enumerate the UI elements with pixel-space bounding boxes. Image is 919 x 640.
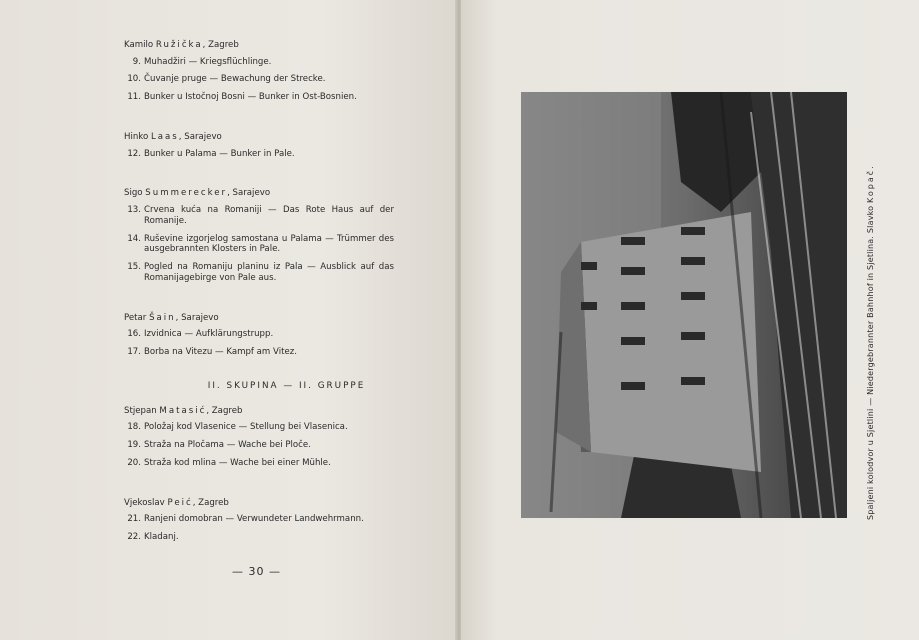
catalogue-item: 13. Crvena kuća na Romaniji — Das Rote Haus auf der Romanije. xyxy=(127,205,394,226)
artist-heading: Stjepan Matasić, Zagreb xyxy=(124,405,243,416)
painting-reproduction xyxy=(521,92,847,518)
artist-heading: Petar Šain, Sarajevo xyxy=(124,312,219,323)
page-number: — 30 — xyxy=(232,565,281,578)
artist-group xyxy=(124,406,394,469)
catalogue-item: 11. Bunker u Istočnoj Bosni — Bunker in Ost-Bosnien. xyxy=(127,92,357,103)
catalogue-item: 22. Kladanj. xyxy=(127,532,179,543)
catalogue-item: 9. Muhadžiri — Kriegsflüchlinge. xyxy=(132,56,272,67)
artist-heading: Hinko Laas, Sarajevo xyxy=(124,131,222,142)
catalogue-item: 20. Straža kod mlina — Wache bei einer Mühle. xyxy=(127,457,331,468)
catalogue-column xyxy=(124,40,394,550)
catalogue-item: 12. Bunker u Palama — Bunker in Pale. xyxy=(127,148,295,159)
catalogue-item: 14. Ruševine izgorjelog samostana u Palama — Trümmer des ausgebrannten Klosters in Pale. xyxy=(127,233,394,255)
catalogue-item: 15. Pogled na Romaniju planinu iz Pala — Ausblick auf das Romanijagebirge von Pale aus. xyxy=(127,262,394,283)
catalogue-item: 18. Položaj kod Vlasenice — Stellung bei Vlasenica. xyxy=(127,422,348,433)
catalogue-item: 19. Straža na Pločama — Wache bei Ploče. xyxy=(127,440,311,451)
artist-group xyxy=(124,132,394,159)
artist-heading: Sigo Summerecker, Sarajevo xyxy=(124,188,271,199)
catalogue-item: 21. Ranjeni domobran — Verwundeter Landwehrmann. xyxy=(127,514,364,525)
section-heading: II. SKUPINA — II. GRUPPE xyxy=(207,380,366,391)
catalogue-item: 10. Čuvanje pruge — Bewachung der Strecke. xyxy=(127,74,326,85)
artist-heading: Kamilo Ružička, Zagreb xyxy=(124,40,239,50)
artist-group xyxy=(124,40,394,103)
left-page xyxy=(0,0,457,640)
painting-caption: Spaljeni kolodvor u Sjetlini — Niedergebrannter Bahnhof in Sjetlina. Slavko Kopač. xyxy=(866,166,875,520)
artist-group xyxy=(124,313,394,358)
catalogue-item: 16. Izvidnica — Aufklärungstrupp. xyxy=(127,329,274,340)
catalogue-item: 17. Borba na Vitezu — Kampf am Vitez. xyxy=(127,347,298,358)
artist-group xyxy=(124,498,394,543)
artist-heading: Vjekoslav Peić, Zagreb xyxy=(124,497,229,508)
painting-image xyxy=(521,92,847,518)
artist-group xyxy=(124,188,394,283)
